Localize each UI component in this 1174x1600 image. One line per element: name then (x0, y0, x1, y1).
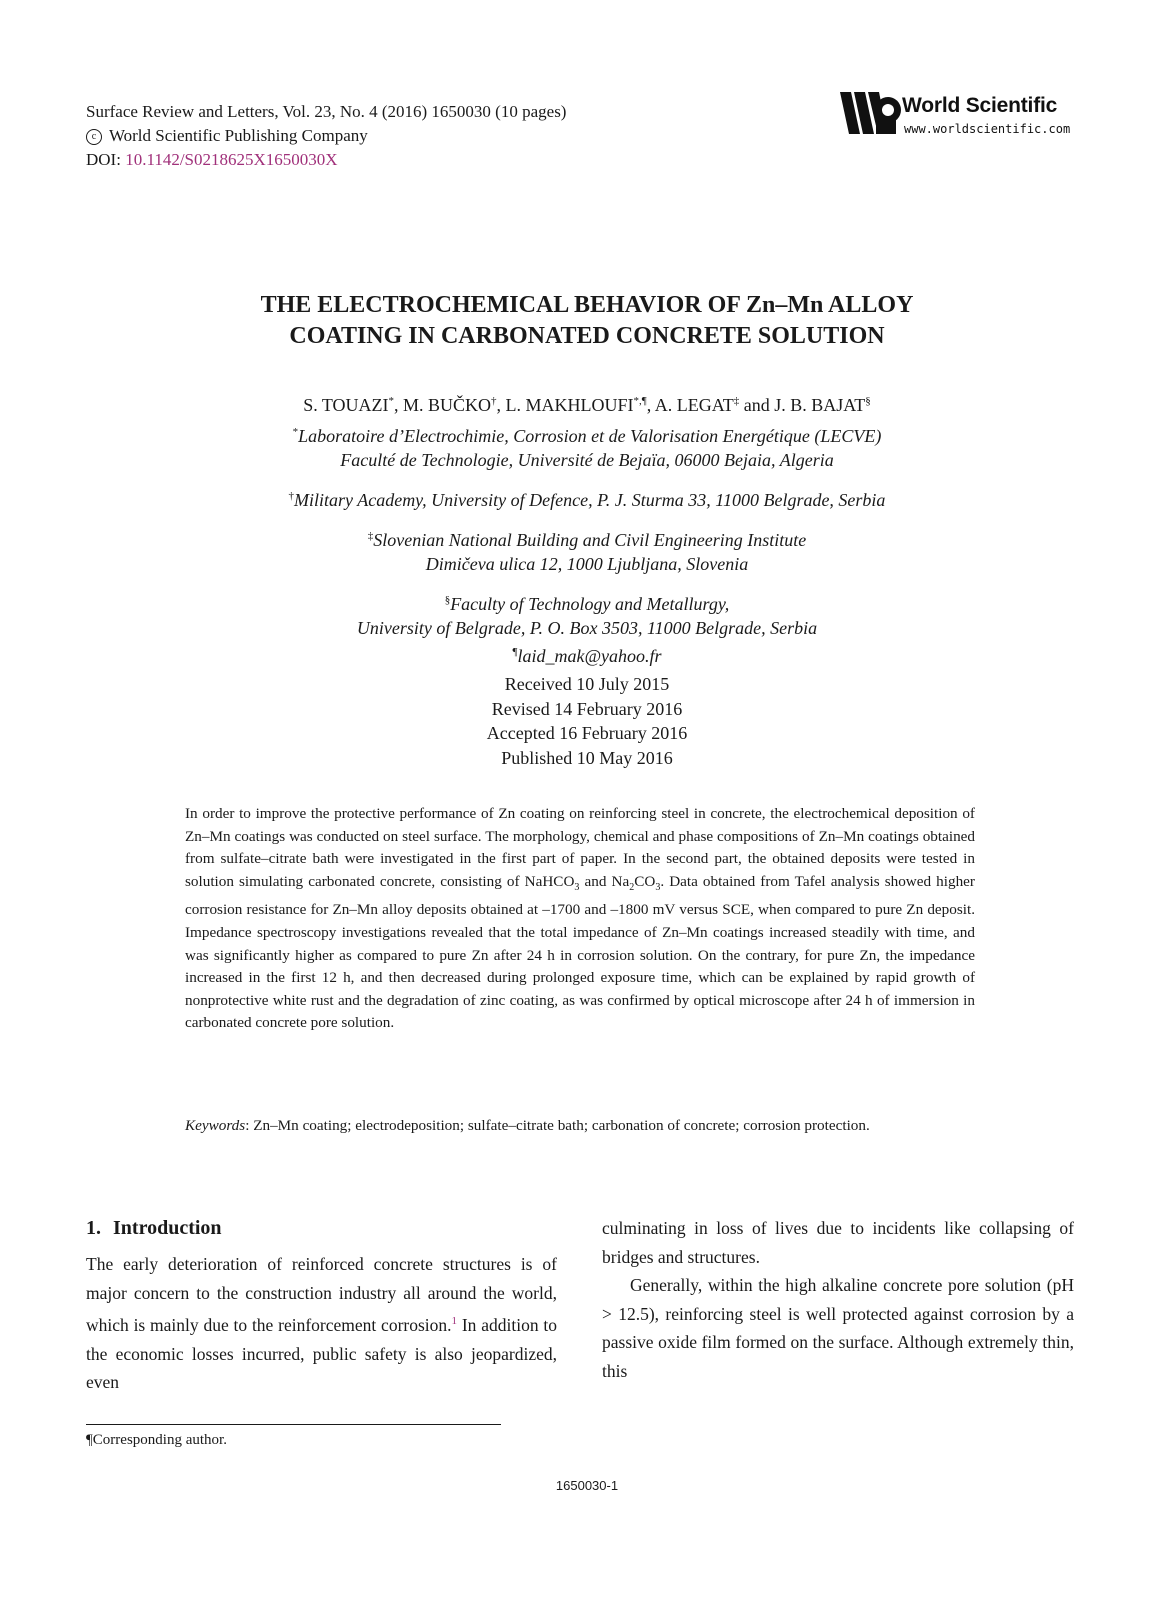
date-accepted: Accepted 16 February 2016 (486, 723, 688, 743)
section-number: 1. (86, 1217, 101, 1239)
author-mark: * (388, 395, 395, 407)
keywords (185, 1115, 975, 1138)
publisher-url: www.worldscientific.com (904, 122, 1071, 136)
doi-link[interactable]: 10.1142/S0218625X1650030X (125, 150, 338, 169)
author-name: S. TOUAZI (303, 395, 389, 415)
journal-line: Surface Review and Letters, Vol. 23, No. 4 (2016) 1650030 (10 pages) (86, 102, 567, 121)
publisher-logo-mark (838, 86, 902, 142)
abstract-subscript: 2 (629, 881, 635, 893)
publication-dates (0, 672, 1174, 770)
author-mark: § (865, 395, 871, 407)
doi-line (86, 148, 566, 172)
citation-link[interactable]: 1 (451, 1315, 458, 1327)
title-line-2: COATING IN CARBONATED CONCRETE SOLUTION (289, 323, 885, 349)
author-name: and J. B. BAJAT (739, 395, 866, 415)
footnote-mark: ¶ (86, 1432, 93, 1448)
abstract-text: and Na (579, 872, 630, 890)
affiliation-2 (0, 484, 1174, 512)
abstract-text: CO (634, 872, 656, 890)
author-list (0, 395, 1174, 416)
intro-paragraph-1-continued: culminating in loss of lives due to incidents like collapsing of bridges and structures. (602, 1218, 1074, 1267)
copyright-symbol: c (86, 129, 102, 145)
paper-title (0, 290, 1174, 352)
section-title: Introduction (113, 1217, 222, 1239)
intro-paragraph-1 (86, 1250, 557, 1397)
affiliation-1 (0, 420, 1174, 472)
date-received: Received 10 July 2015 (504, 674, 670, 694)
affiliation-line: University of Belgrade, P. O. Box 3503, 11000 Belgrade, Serbia (356, 618, 818, 638)
affiliation-line: Faculty of Technology and Metallurgy, (450, 594, 730, 614)
affiliation-line: Faculté de Technologie, Université de Bejaïa, 06000 Bejaia, Algeria (340, 450, 834, 470)
footnote (86, 1432, 227, 1449)
paragraph-text: The early deterioration of reinforced concrete structures is of major concern to the construction industry all around the world, which is mainly due to the reinforcement corrosion. (86, 1254, 557, 1335)
affiliation-line: Military Academy, University of Defence, P. J. Sturma 33, 11000 Belgrade, Serbia (294, 490, 886, 510)
date-revised: Revised 14 February 2016 (491, 698, 683, 719)
keywords-label: Keywords (185, 1117, 246, 1134)
affiliation-4 (0, 588, 1174, 668)
doi-label: DOI: (86, 150, 121, 169)
footnote-rule (86, 1424, 501, 1425)
abstract-subscript: 3 (574, 881, 580, 893)
affiliation-mark: * (292, 426, 299, 438)
author-mark: † (491, 395, 497, 407)
affiliation-line: Slovenian National Building and Civil Engineering Institute (373, 530, 807, 550)
author-name: , L. MAKHLOUFI (496, 395, 634, 415)
journal-citation (86, 100, 566, 172)
abstract-text: . Data obtained from Tafel analysis showed higher corrosion resistance for Zn–Mn alloy deposits obtained at –1700 and –1800 mV versus SCE, when compared to pure Zn deposit. Impedance spectroscopy investigations revealed that the total impedance of Zn–Mn coatings increased steadily with time, and was significantly higher as compared to pure Zn after 24 h in corrosion solution. On the contrary, for pure Zn, the impedance increased in the first 12 h, and then decreased during prolonged exposure time, which can be explained by rapid growth of nonprotective white rust and the degradation of zinc coating, as was confirmed by optical microscope after 24 h of immersion in carbonated concrete pore solution. (185, 872, 975, 1032)
body-column-left (86, 1214, 557, 1397)
section-heading (86, 1214, 557, 1242)
abstract-text: In order to improve the protective performance of Zn coating on reinforcing steel in concrete, the electrochemical deposition of Zn–Mn coatings was conducted on steel surface. The morphology, chemical and phase compositions of Zn–Mn coatings obtained from sulfate–citrate bath were investigated in the first part of paper. In the second part, the obtained deposits were tested in solution simulating carbonated concrete, consisting of NaHCO (185, 805, 975, 890)
author-mark: *,¶ (633, 395, 647, 407)
affiliation-line: Laboratoire d’Electrochimie, Corrosion et de Valorisation Energétique (LECVE) (298, 426, 882, 446)
corresponding-email[interactable]: laid_mak@yahoo.fr (517, 646, 662, 666)
affiliation-line: Dimičeva ulica 12, 1000 Ljubljana, Slovenia (425, 554, 749, 574)
footnote-text: Corresponding author. (92, 1432, 227, 1448)
keywords-text: : Zn–Mn coating; electrodeposition; sulfate–citrate bath; carbonation of concrete; corrosion protection. (245, 1117, 870, 1134)
email-mark: ¶ (512, 646, 518, 658)
intro-paragraph-2: Generally, within the high alkaline concrete pore solution (pH > 12.5), reinforcing steel is well protected against corrosion by a passive oxide film formed on the surface. Although extremely thin, this (602, 1275, 1074, 1381)
abstract-subscript: 3 (655, 881, 661, 893)
page-number: 1650030-1 (555, 1478, 619, 1493)
author-mark: ‡ (733, 395, 740, 407)
affiliation-mark: † (288, 490, 295, 502)
author-name: , A. LEGAT (646, 395, 734, 415)
affiliation-mark: § (444, 594, 451, 606)
title-line-1: THE ELECTROCHEMICAL BEHAVIOR OF Zn–Mn ALLOY (260, 292, 914, 318)
paragraph-text: In addition to the economic losses incurred, public safety is also jeopardized, even (86, 1315, 557, 1392)
publisher-logo (838, 86, 1080, 142)
date-published: Published 10 May 2016 (501, 747, 673, 768)
affiliation-3 (0, 524, 1174, 576)
affiliation-mark: ‡ (367, 530, 374, 542)
publisher-name: World Scientific (902, 94, 1058, 117)
author-name: , M. BUČKO (394, 395, 492, 415)
copyright-line (86, 124, 566, 148)
body-column-right (602, 1214, 1074, 1385)
copyright-text: World Scientific Publishing Company (108, 126, 368, 145)
abstract (185, 803, 975, 1035)
affiliations (0, 420, 1174, 668)
